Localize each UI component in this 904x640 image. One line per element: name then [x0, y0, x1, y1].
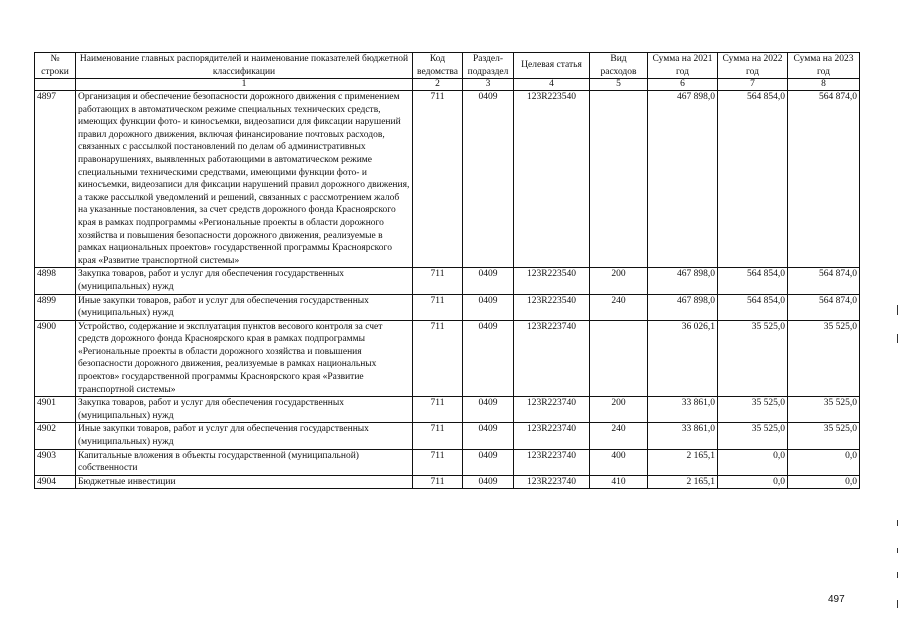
row-razdel: 0409	[463, 268, 514, 294]
row-sum-2021: 467 898,0	[648, 268, 718, 294]
row-razdel: 0409	[463, 91, 514, 268]
table-row	[35, 268, 860, 294]
scan-margin-mark	[897, 334, 898, 343]
row-razdel: 0409	[463, 294, 514, 320]
page-number: 497	[828, 594, 845, 605]
row-vedomstvo: 711	[413, 423, 463, 449]
row-razdel: 0409	[463, 320, 514, 397]
scan-margin-mark	[897, 305, 898, 315]
table-row	[35, 294, 860, 320]
row-vid	[590, 320, 648, 397]
row-statya: 123R223540	[514, 268, 590, 294]
row-sum-2021: 33 861,0	[648, 397, 718, 423]
row-statya: 123R223540	[514, 294, 590, 320]
table-row	[35, 91, 860, 268]
table-row	[35, 320, 860, 397]
row-number: 4902	[35, 423, 76, 449]
table-row	[35, 423, 860, 449]
row-vid: 200	[590, 397, 648, 423]
header-vedomstvo: Код ведомства	[413, 53, 463, 79]
row-statya: 123R223740	[514, 423, 590, 449]
header-vid: Вид расходов	[590, 53, 648, 79]
row-number: 4904	[35, 475, 76, 489]
scan-margin-mark	[897, 572, 898, 578]
header-razdel: Раздел-подраздел	[463, 53, 514, 79]
row-vedomstvo: 711	[413, 475, 463, 489]
row-sum-2022: 35 525,0	[718, 320, 788, 397]
row-vid: 240	[590, 423, 648, 449]
column-number: 5	[590, 79, 648, 91]
scan-margin-mark	[897, 520, 898, 526]
row-vedomstvo: 711	[413, 294, 463, 320]
header-row-number: № строки	[35, 53, 76, 79]
row-sum-2021: 33 861,0	[648, 423, 718, 449]
row-statya: 123R223740	[514, 397, 590, 423]
table-row	[35, 449, 860, 475]
header-sum-2021: Сумма на 2021 год	[648, 53, 718, 79]
row-number: 4903	[35, 449, 76, 475]
column-number: 3	[463, 79, 514, 91]
row-vid	[590, 91, 648, 268]
row-sum-2023: 564 874,0	[788, 294, 860, 320]
row-sum-2021: 467 898,0	[648, 294, 718, 320]
row-number: 4897	[35, 91, 76, 268]
header-sum-2022: Сумма на 2022 год	[718, 53, 788, 79]
row-name: Бюджетные инвестиции	[76, 475, 413, 489]
row-sum-2022: 0,0	[718, 449, 788, 475]
row-number: 4900	[35, 320, 76, 397]
row-vid: 200	[590, 268, 648, 294]
row-sum-2021: 467 898,0	[648, 91, 718, 268]
row-sum-2022: 35 525,0	[718, 423, 788, 449]
row-name: Иные закупки товаров, работ и услуг для обеспечения государственных (муниципальных) нужд	[76, 294, 413, 320]
column-number: 2	[413, 79, 463, 91]
row-number: 4898	[35, 268, 76, 294]
row-statya: 123R223740	[514, 320, 590, 397]
header-name: Наименование главных распорядителей и наименование показателей бюджетной классификации	[76, 53, 413, 79]
row-razdel: 0409	[463, 475, 514, 489]
row-vid: 410	[590, 475, 648, 489]
row-razdel: 0409	[463, 449, 514, 475]
row-name: Устройство, содержание и эксплуатация пунктов весового контроля за счет средств дорожного фонда Красноярского края в рамках подпрограммы «Региональные проекты в области дорожного хозяйства и повышения безопасности дорожного движения, реализуемые в рамках национальных проектов» государственной программы Красноярского края «Развитие транспортной системы»	[76, 320, 413, 397]
row-sum-2023: 0,0	[788, 449, 860, 475]
row-statya: 123R223540	[514, 91, 590, 268]
row-vedomstvo: 711	[413, 397, 463, 423]
table-row	[35, 475, 860, 489]
row-sum-2021: 36 026,1	[648, 320, 718, 397]
column-number: 7	[718, 79, 788, 91]
row-vid: 400	[590, 449, 648, 475]
row-vedomstvo: 711	[413, 268, 463, 294]
row-vedomstvo: 711	[413, 449, 463, 475]
row-sum-2023: 0,0	[788, 475, 860, 489]
row-name: Иные закупки товаров, работ и услуг для обеспечения государственных (муниципальных) нужд	[76, 423, 413, 449]
row-sum-2022: 564 854,0	[718, 268, 788, 294]
column-number: 1	[76, 79, 413, 91]
row-vedomstvo: 711	[413, 320, 463, 397]
row-razdel: 0409	[463, 423, 514, 449]
column-number: 6	[648, 79, 718, 91]
row-sum-2023: 35 525,0	[788, 397, 860, 423]
budget-table	[34, 52, 860, 489]
scan-margin-mark	[897, 548, 898, 553]
row-statya: 123R223740	[514, 475, 590, 489]
row-sum-2021: 2 165,1	[648, 475, 718, 489]
row-vid: 240	[590, 294, 648, 320]
row-sum-2022: 0,0	[718, 475, 788, 489]
row-number: 4899	[35, 294, 76, 320]
scan-margin-mark	[897, 600, 898, 608]
column-number: 8	[788, 79, 860, 91]
header-statya: Целевая статья	[514, 53, 590, 79]
row-name: Капитальные вложения в объекты государственной (муниципальной) собственности	[76, 449, 413, 475]
row-name: Организация и обеспечение безопасности дорожного движения с применением работающих в автоматическом режиме специальных технических средств, имеющих функции фото- и киносъемки, видеозаписи для фиксации нарушений правил дорожного движения, включая финансирование почтовых расходов, связанных с рассылкой постановлений по делам об административных правонарушениях, выявленных работающими в автоматическом режиме специальными техническими средствами, имеющими функции фото- и киносъемки, видеозаписи для фиксации нарушений правил дорожного движения, а также рассылкой уведомлений и решений, связанных с рассмотрением жалоб на указанные постановления, за счет средств дорожного фонда Красноярского края в рамках подпрограммы «Региональные проекты в области дорожного хозяйства и повышения безопасности дорожного движения, реализуемые в рамках национальных проектов» государственной программы Красноярского края «Развитие транспортной системы»	[76, 91, 413, 268]
row-number: 4901	[35, 397, 76, 423]
row-razdel: 0409	[463, 397, 514, 423]
row-sum-2023: 35 525,0	[788, 423, 860, 449]
row-vedomstvo: 711	[413, 91, 463, 268]
table-row	[35, 397, 860, 423]
row-name: Закупка товаров, работ и услуг для обеспечения государственных (муниципальных) нужд	[76, 397, 413, 423]
row-sum-2022: 564 854,0	[718, 294, 788, 320]
header-row	[35, 53, 860, 79]
row-sum-2021: 2 165,1	[648, 449, 718, 475]
column-number-empty	[35, 79, 76, 91]
column-number: 4	[514, 79, 590, 91]
row-statya: 123R223740	[514, 449, 590, 475]
row-sum-2023: 564 874,0	[788, 91, 860, 268]
row-sum-2023: 564 874,0	[788, 268, 860, 294]
row-sum-2022: 35 525,0	[718, 397, 788, 423]
row-sum-2023: 35 525,0	[788, 320, 860, 397]
column-number-row	[35, 79, 860, 91]
header-sum-2023: Сумма на 2023 год	[788, 53, 860, 79]
row-name: Закупка товаров, работ и услуг для обеспечения государственных (муниципальных) нужд	[76, 268, 413, 294]
row-sum-2022: 564 854,0	[718, 91, 788, 268]
